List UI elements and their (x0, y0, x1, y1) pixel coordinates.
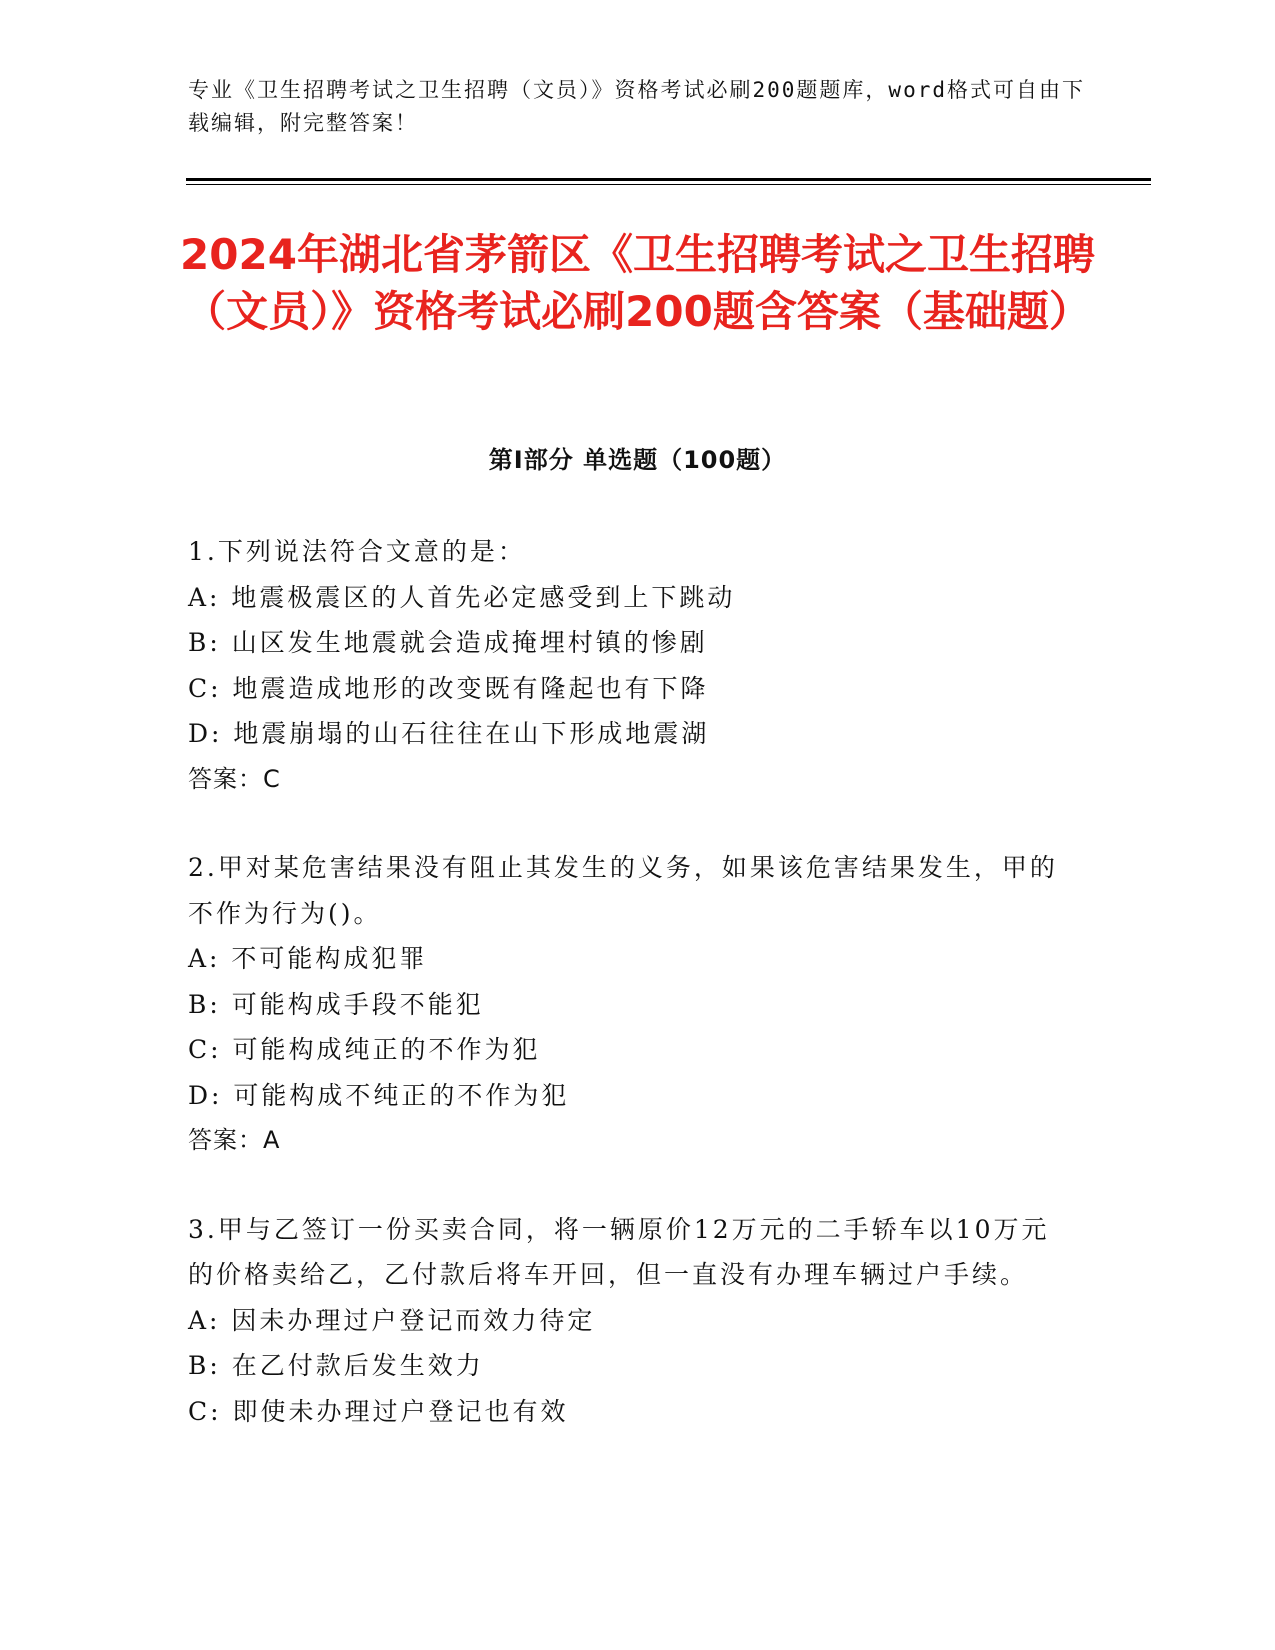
option-b: B: 可能构成手段不能犯 (188, 989, 484, 1019)
option-c: C: 可能构成纯正的不作为犯 (188, 1035, 541, 1064)
option-b: B: 山区发生地震就会造成掩埋村镇的惨剧 (188, 628, 708, 657)
question-stem: 2.甲对某危害结果没有阻止其发生的义务，如果该危害结果发生，甲的不作为行为()。 (188, 853, 1058, 928)
answer-line: 答案：A (188, 1126, 281, 1154)
option-a: A: 地震极震区的人首先必定感受到上下跳动 (188, 582, 736, 612)
question-stem: 1.下列说法符合文意的是： (188, 537, 526, 566)
header-rule-thin (186, 184, 1151, 185)
answer-line: 答案：C (188, 764, 281, 793)
header-rule-thick (186, 178, 1151, 181)
option-a: A: 不可能构成犯罪 (188, 944, 428, 973)
section-heading: 第Ⅰ部分 单选题（100题） (488, 446, 787, 474)
option-c: C: 即使未办理过户登记也有效 (188, 1396, 569, 1426)
question-list (188, 529, 1068, 1477)
document-title: 2024年湖北省茅箭区《卫生招聘考试之卫生招聘（文员）》资格考试必刷200题含答案（基础题） (180, 230, 1095, 336)
question-item (188, 845, 1068, 1164)
header-note: 专业《卫生招聘考试之卫生招聘（文员）》资格考试必刷200题题库，word格式可自由下载编辑，附完整答案！ (188, 78, 1085, 135)
option-d: D: 可能构成不纯正的不作为犯 (188, 1080, 570, 1110)
option-a: A: 因未办理过户登记而效力待定 (188, 1305, 596, 1335)
option-d: D: 地震崩塌的山石往往在山下形成地震湖 (188, 719, 710, 748)
option-b: B: 在乙付款后发生效力 (188, 1351, 484, 1380)
option-c: C: 地震造成地形的改变既有隆起也有下降 (188, 673, 709, 703)
question-item (188, 1207, 1068, 1435)
question-item (188, 529, 1068, 802)
question-stem: 3.甲与乙签订一份买卖合同，将一辆原价12万元的二手轿车以10万元的价格卖给乙，乙付款后将车开回，但一直没有办理车辆过户手续。 (188, 1214, 1050, 1289)
